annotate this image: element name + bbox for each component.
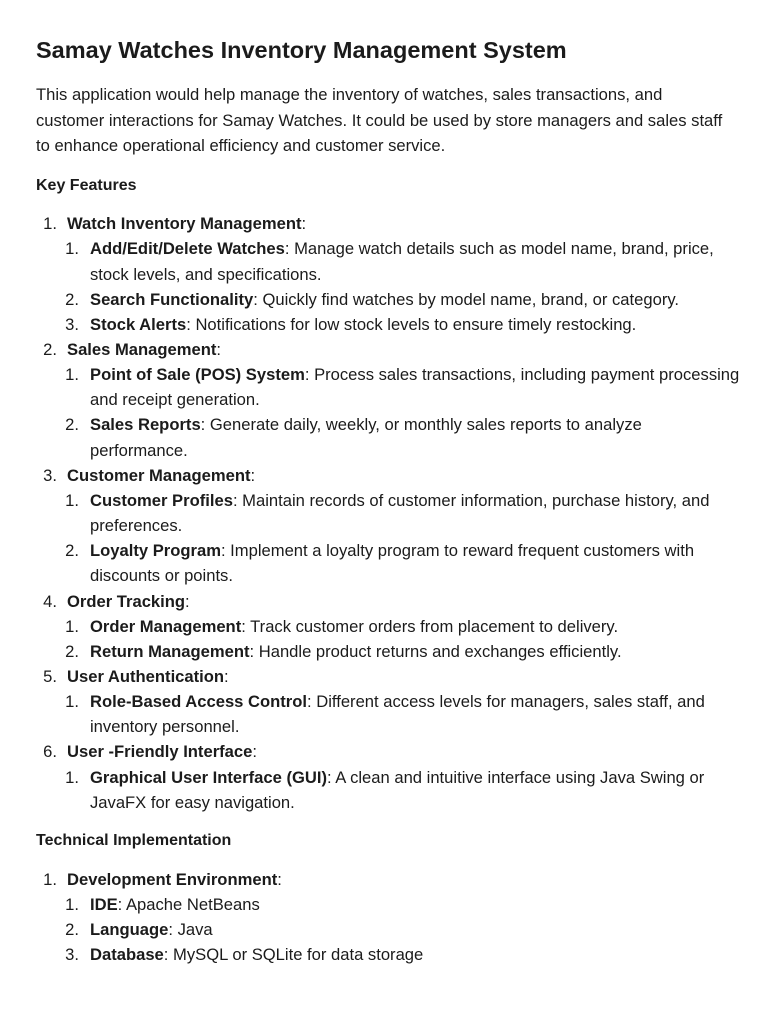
feature-item-order-tracking (67, 589, 750, 664)
subfeature-label: Stock Alerts (90, 314, 187, 334)
subfeature-item (90, 362, 750, 412)
subfeature-text: : Process sales transactions, including payment processing and receipt generation. (90, 365, 740, 410)
subfeature-label: Customer Profiles (90, 490, 233, 510)
feature-colon: : (224, 667, 229, 687)
page-title: Samay Watches Inventory Management System (36, 37, 567, 63)
feature-colon: : (250, 465, 256, 485)
technical-subtext: : Java (168, 919, 213, 939)
subfeature-label: Search Functionality (90, 289, 254, 309)
feature-item-customer-management (67, 463, 750, 589)
technical-subitem-ide (90, 892, 750, 917)
subfeature-text: : Track customer orders from placement to delivery. (241, 616, 619, 636)
feature-label: User Authentication (67, 667, 225, 687)
technical-implementation-list (36, 867, 750, 968)
subfeature-item (90, 689, 750, 739)
subfeature-label: Loyalty Program (90, 541, 221, 561)
feature-label: Sales Management (67, 339, 217, 359)
technical-sublabel: Database (90, 945, 164, 965)
subfeature-item (90, 412, 710, 462)
feature-label: Watch Inventory Management (67, 214, 302, 234)
feature-label: Order Tracking (67, 591, 186, 611)
subfeature-label: Role-Based Access Control (90, 692, 308, 712)
feature-label: User -Friendly Interface (67, 742, 253, 762)
subfeature-label: Sales Reports (90, 415, 201, 435)
subfeature-text: : Different access levels for managers, sales staff, and inventory personnel. (90, 692, 705, 737)
technical-subtext: : MySQL or SQLite for data storage (163, 945, 424, 965)
feature-sublist (67, 488, 750, 589)
technical-sublabel: IDE (90, 894, 118, 914)
subfeature-label: Return Management (90, 641, 250, 661)
technical-item-development-environment (67, 867, 750, 968)
feature-item-user-friendly-interface (67, 739, 750, 814)
feature-label: Customer Management (67, 465, 251, 485)
feature-colon: : (216, 339, 222, 359)
subfeature-item (90, 639, 750, 664)
subfeature-item (90, 287, 750, 312)
subfeature-text: : Maintain records of customer information, purchase history, and preferences. (90, 490, 710, 536)
subfeature-text: : A clean and intuitive interface using Java Swing or JavaFX for easy navigation. (90, 767, 705, 812)
feature-colon: : (252, 742, 257, 762)
feature-item-watch-inventory (67, 211, 750, 337)
technical-label: Development Environment (67, 869, 278, 889)
subfeature-item (90, 538, 750, 588)
subfeature-text: : Notifications for low stock levels to ensure timely restocking. (186, 314, 637, 334)
subfeature-text: : Implement a loyalty program to reward frequent customers with discounts or points. (90, 541, 695, 586)
subfeature-item (90, 488, 750, 538)
subfeature-item (90, 312, 750, 337)
feature-sublist (67, 236, 750, 337)
subfeature-text: : Generate daily, weekly, or monthly sales reports to analyze performance. (90, 415, 642, 460)
intro-paragraph: This application would help manage the inventory of watches, sales transactions, and customer interactions for Samay Watches. It could be used by store managers and sales staff to enhance operational efficiency and customer service. (36, 85, 723, 155)
subfeature-text: : Handle product returns and exchanges efficiently. (249, 641, 622, 661)
feature-item-user-authentication (67, 664, 750, 739)
technical-sublabel: Language (90, 919, 169, 939)
subfeature-item (90, 236, 750, 286)
feature-sublist (67, 362, 750, 463)
section-heading-key-features: Key Features (36, 176, 137, 194)
subfeature-text: : Manage watch details such as model name, brand, price, stock levels, and specifications. (90, 239, 714, 284)
technical-subitem-language (90, 917, 750, 942)
technical-subtext: : Apache NetBeans (117, 894, 260, 914)
subfeature-label: Add/Edit/Delete Watches (90, 239, 285, 259)
feature-sublist (67, 689, 750, 739)
section-heading-technical-implementation: Technical Implementation (36, 831, 232, 849)
subfeature-text: : Quickly find watches by model name, brand, or category. (253, 289, 680, 309)
subfeature-label: Order Management (90, 616, 242, 636)
feature-sublist (67, 765, 750, 815)
technical-sublist (67, 892, 750, 967)
feature-colon: : (185, 591, 190, 611)
key-features-list (36, 211, 750, 815)
technical-subitem-database (90, 942, 750, 967)
feature-item-sales-management (67, 337, 750, 463)
technical-colon: : (277, 869, 282, 889)
feature-sublist (67, 614, 750, 664)
subfeature-label: Point of Sale (POS) System (90, 365, 305, 385)
subfeature-label: Graphical User Interface (GUI) (90, 767, 327, 787)
subfeature-item (90, 614, 750, 639)
subfeature-item (90, 765, 750, 815)
feature-colon: : (301, 214, 307, 234)
